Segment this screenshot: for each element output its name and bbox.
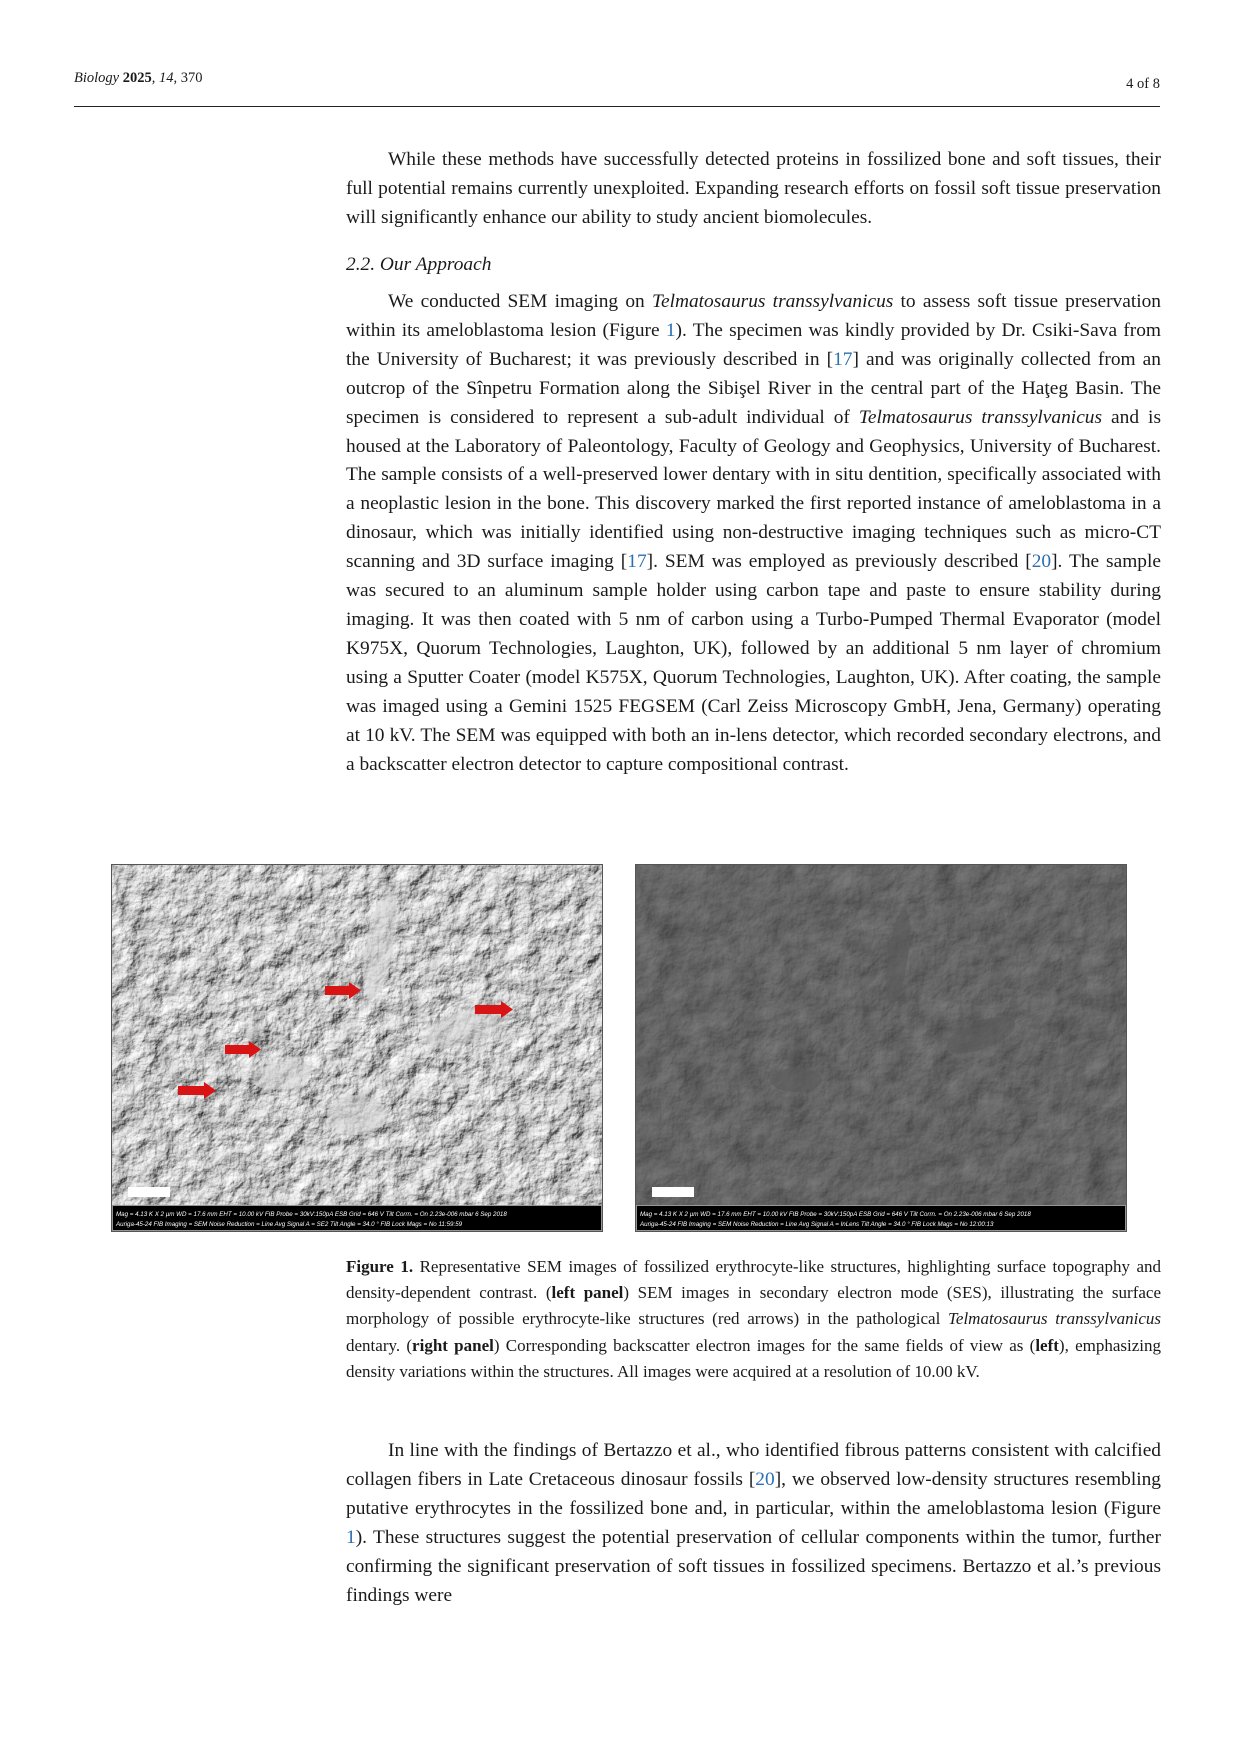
journal-year: 2025: [122, 70, 152, 86]
sem-info-bar: [636, 1205, 1126, 1231]
sem-image-left-panel: [111, 864, 603, 1232]
sem-micrograph-backscatter: [636, 865, 1126, 1231]
scale-bar: [128, 1187, 170, 1197]
scale-bar: [652, 1187, 694, 1197]
text-run: dentary. (: [346, 1335, 413, 1355]
sem-micrograph-secondary-electron: [112, 865, 602, 1231]
caption-emphasis: right panel: [412, 1335, 494, 1355]
text-run: ). These structures suggest the potential preservation of cellular components within the tumor, further confirming the significant preservation of soft tissues in fossilized specimens. Bertazzo et al.’s previous findings were: [346, 1526, 1161, 1606]
sem-image-right-panel: [635, 864, 1127, 1232]
text-run: ) SEM images in secondary electron mode (SES), illustrating the surface morphology of possible erythrocyte-like structures (red arrows) in the pathological: [346, 1283, 1161, 1329]
text-run: ]. The sample was secured to an aluminum sample holder using carbon tape and paste to ensure stability during imaging. It was then coated with 5 nm of carbon using a Turbo-Pumped Thermal Evaporator (model K975X, Quorum Technologies, Laughton, UK), followed by an additional 5 nm layer of chromium using a Sputter Coater (model K575X, Quorum Technologies, Laughton, UK). After coating, the sample was imaged using a Gemini 1525 FEGSEM (Carl Zeiss Microscopy GmbH, Jena, Germany) operating at 10 kV. The SEM was equipped with both an in-lens detector, which recorded secondary electrons, and a backscatter electron detector to capture compositional contrast.: [346, 551, 1161, 775]
article-number: 370: [180, 70, 203, 86]
paragraph-approach-text: [346, 288, 1161, 779]
figure-label: Figure 1.: [346, 1257, 414, 1276]
reference-20-link[interactable]: 20: [755, 1468, 775, 1490]
page-number: 4 of 8: [1126, 76, 1160, 92]
journal-citation: Biology 2025, 14, 370: [74, 70, 203, 86]
paragraph-intro-text: While these methods have successfully detected proteins in fossilized bone and soft tissues, their full potential remains currently unexploited. Expanding research efforts on fossil soft tissue preservation will significantly enhance our ability to study ancient biomolecules.: [346, 149, 1161, 228]
text-run: and is housed at the Laboratory of Paleontology, Faculty of Geology and Geophysics, University of Bucharest. The sample consists of a well-preserved lower dentary with in situ dentition, specifically associated with a neoplastic lesion in the bone. This discovery marked the first reported instance of ameloblastoma in a dinosaur, which was initially identified using non-destructive imaging techniques such as micro-CT scanning and 3D surface imaging [: [346, 406, 1161, 573]
species-name: Telmatosaurus transsylvanicus: [948, 1309, 1161, 1329]
caption-emphasis: left: [1035, 1335, 1059, 1355]
text-run: ), emphasizing density variations within the structures. All images were acquired at a resolution of 10.00 kV.: [346, 1335, 1161, 1381]
paragraph-findings-text: [346, 1437, 1161, 1610]
text-run: Representative SEM images of fossilized erythrocyte-like structures, highlighting surface topography and density-dependent contrast. (: [346, 1257, 1161, 1303]
section-heading: 2.2. Our Approach: [346, 254, 492, 275]
sem-info-line-1: Mag = 4.13 K X 2 µm WD = 17.6 mm EHT = 10.00 kV FIB Probe = 30kV:150pA ESB Grid = 646 V Tilt Corrn. = On 2.23e-006 mbar 6 Sep 2018: [116, 1211, 507, 1218]
caption-emphasis: left panel: [551, 1283, 624, 1303]
text-run: ) Corresponding backscatter electron images for the same fields of view as (: [493, 1335, 1036, 1355]
reference-17-link[interactable]: 17: [833, 348, 853, 370]
sem-info-line-1: Mag = 4.13 K X 2 µm WD = 17.6 mm EHT = 10.00 kV FIB Probe = 30kV:150pA ESB Grid = 646 V Tilt Corrn. = On 2.23e-006 mbar 6 Sep 2018: [640, 1211, 1031, 1218]
figure-caption: [346, 1254, 1161, 1385]
text-run: In line with the findings of Bertazzo et al., who identified fibrous patterns consistent with calcified collagen fibers in Late Cretaceous dinosaur fossils [: [346, 1440, 1161, 1490]
journal-volume: 14: [158, 70, 174, 86]
text-run: ] and was originally collected from an outcrop of the Sînpetru Formation along the Sibişel River in the central part of the Haţeg Basin. The specimen is considered to represent a sub-adult individual of: [346, 348, 1161, 428]
sem-info-line-2: Auriga-45-24 FIB Imaging = SEM Noise Reduction = Line Avg Signal A = InLens Tilt Angle = 34.0 ° FIB Lock Mags = No 12:00:13: [640, 1221, 994, 1228]
figure-1-link[interactable]: 1: [665, 319, 676, 341]
figure-1-link[interactable]: 1: [346, 1526, 356, 1548]
text-run: ], we observed low-density structures resembling putative erythrocytes in the fossilized bone and, in particular, within the ameloblastoma lesion (Figure: [346, 1468, 1161, 1519]
paragraph-intro: [346, 146, 1161, 233]
sem-info-line-2: Auriga-45-24 FIB Imaging = SEM Noise Reduction = Line Avg Signal A = SE2 Tilt Angle = 34.0 ° FIB Lock Mags = No 11:59:59: [116, 1221, 463, 1228]
text-run: to assess soft tissue preservation within its ameloblastoma lesion (Figure: [346, 291, 1161, 341]
paragraph-approach: [346, 288, 1161, 779]
running-header: [74, 70, 1160, 107]
journal-name: Biology: [74, 70, 120, 86]
text-run: ]. SEM was employed as previously described [: [646, 551, 1032, 573]
paragraph-findings: [346, 1437, 1161, 1610]
text-run: We conducted SEM imaging on: [388, 291, 652, 312]
text-run: ). The specimen was kindly provided by Dr. Csiki-Sava from the University of Bucharest; it was previously described in [: [346, 319, 1162, 370]
reference-20-link[interactable]: 20: [1031, 551, 1052, 573]
sem-info-bar: [112, 1205, 602, 1231]
species-name: Telmatosaurus transsylvanicus: [651, 291, 894, 312]
species-name: Telmatosaurus transsylvanicus: [858, 406, 1103, 428]
reference-17-link[interactable]: 17: [627, 551, 647, 573]
